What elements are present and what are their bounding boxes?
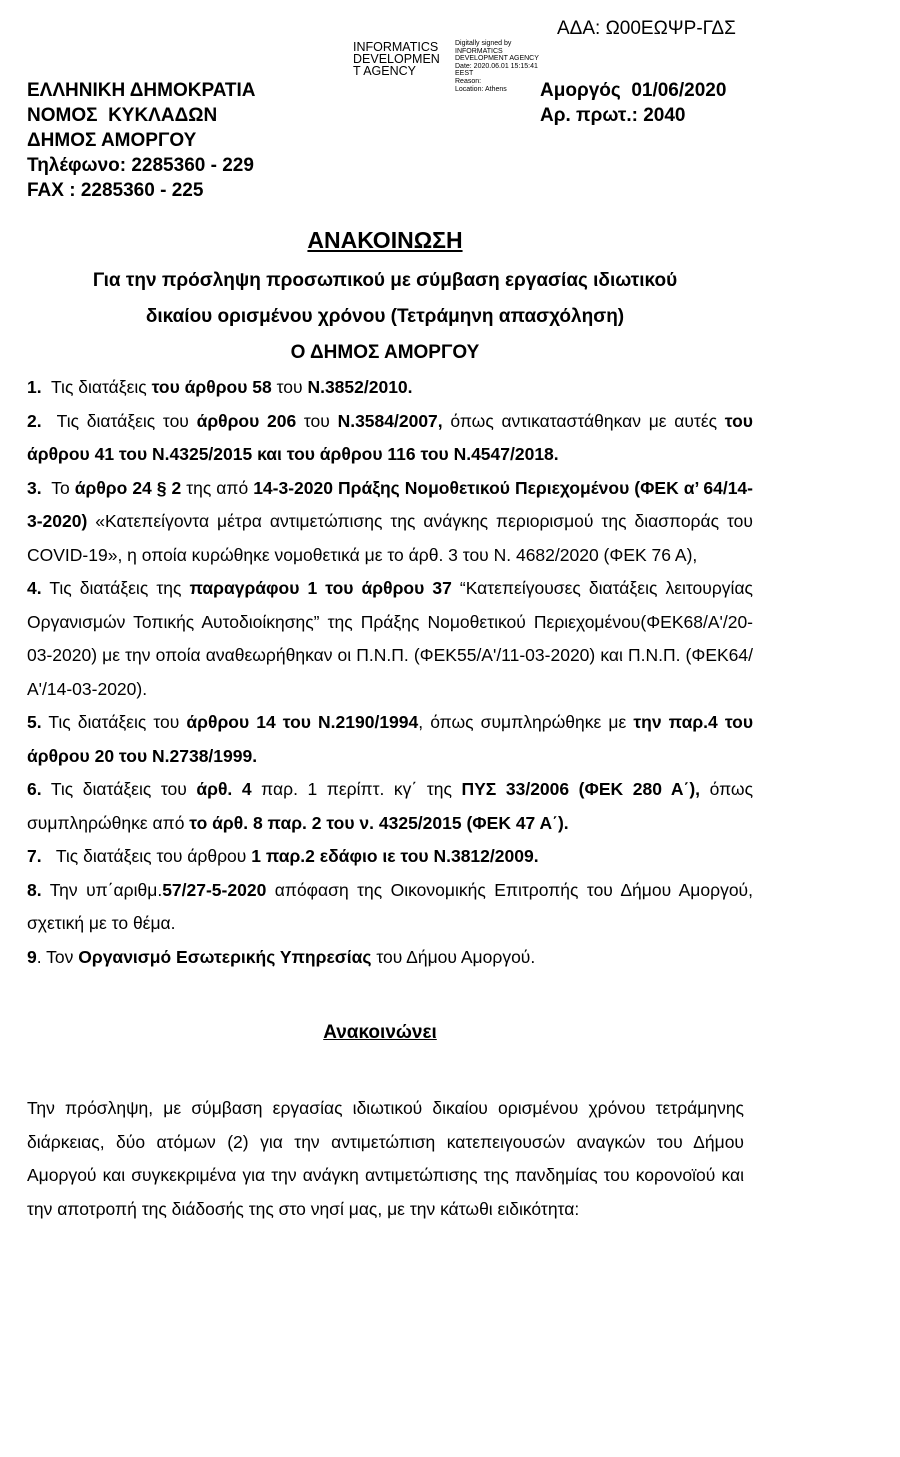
legal-basis-text: 4.: [27, 578, 42, 598]
issuer-phone: Τηλέφωνο: 2285360 - 229: [27, 155, 254, 176]
legal-basis-text: 9: [27, 946, 37, 967]
legal-basis-text: όπως αντικαταστάθηκαν με αυτές: [442, 410, 725, 431]
legal-basis-text: Τις διατάξεις του: [41, 712, 187, 732]
legal-basis-text: Τις διατάξεις του: [41, 410, 197, 431]
legal-basis-text: ΠΥΣ 33/2006 (ΦΕΚ 280 Α΄),: [461, 779, 701, 799]
legal-basis-text: Τις διατάξεις του άρθρου: [41, 846, 252, 866]
signature-detail-line: Location: Athens: [455, 85, 507, 93]
legal-basis-text: του: [296, 410, 338, 431]
digital-signature-org: [353, 41, 440, 77]
digital-signature-details: [455, 40, 539, 93]
signature-detail-line: Date: 2020.06.01 15:15:41: [455, 62, 538, 70]
legal-basis-item: [27, 874, 758, 941]
signature-detail-line: Reason:: [455, 77, 482, 85]
legal-basis-text: άρθρο 24 § 2: [74, 477, 182, 498]
legal-basis-text: 1.: [27, 377, 42, 397]
place-date: Αμοργός 01/06/2020: [540, 80, 727, 101]
legal-basis-text: Το: [41, 477, 75, 498]
legal-basis-text: 3.: [27, 477, 42, 498]
legal-basis-text: 6.: [27, 779, 42, 799]
legal-basis-text: 8.: [27, 879, 42, 900]
legal-basis-item: [27, 472, 758, 573]
legal-basis-text: Τις διατάξεις της: [41, 578, 190, 598]
legal-basis-text: Τις διατάξεις του: [41, 779, 197, 799]
legal-basis-text: άρθ. 4: [196, 779, 252, 799]
issuer-country: ΕΛΛΗΝΙΚΗ ΔΗΜΟΚΡΑΤΙΑ: [27, 80, 256, 101]
issuer-fax: FAX : 2285360 - 225: [27, 180, 204, 201]
legal-basis-list: [27, 371, 758, 974]
legal-basis-text: του άρθρου 41 του Ν.4325/2015 και του άρθρου 116 του Ν.4547/2018.: [27, 410, 758, 464]
issuer-municipality: ΔΗΜΟΣ ΑΜΟΡΓΟΥ: [27, 130, 197, 151]
ada-code: ΑΔΑ: Ω00ΕΩΨΡ-ΓΔΣ: [557, 18, 736, 39]
document-subtitle: δικαίου ορισμένου χρόνου (Τετράμηνη απασχόληση): [145, 306, 625, 327]
legal-basis-text: 14-3-2020 Πράξης Νομοθετικού Περιεχομένου (ΦΕΚ α’ 64/14-3-2020): [27, 477, 753, 531]
signature-detail-line: Digitally signed by: [455, 40, 512, 47]
signature-detail-line: DEVELOPMENT AGENCY: [455, 55, 539, 63]
legal-basis-text: 2.: [27, 410, 42, 431]
signature-detail-line: EEST: [455, 70, 474, 78]
document-title: ΑΝΑΚΟΙΝΩΣΗ: [307, 227, 463, 253]
legal-basis-text: «Κατεπείγοντα μέτρα αντιμετώπισης της ανάγκης περιορισμού της διασποράς του COVID-19», η οποία κυρώθηκε νομοθετικά με το άρθ. 3 του Ν. 4682/2020 (ΦΕΚ 76 Α),: [27, 511, 758, 565]
legal-basis-text: άρθρου 14 του Ν.2190/1994: [186, 712, 419, 732]
legal-basis-item: [27, 840, 753, 874]
legal-basis-text: του: [271, 377, 308, 397]
legal-basis-text: απόφαση της Οικονομικής Επιτροπής του Δήμου Αμοργού, σχετική με το θέμα.: [27, 879, 758, 933]
legal-basis-text: “Κατεπείγουσες διατάξεις λειτουργίας Οργανισμών Τοπικής Αυτοδιοίκησης” της Πράξης Νομοθετικού Περιεχομένου(ΦΕΚ68/Α'/20-03-2020) με την οποία αναθεωρήθηκαν οι Π.Ν.Π. (ΦΕΚ55/Α'/11-03-2020) και Π.Ν.Π. (ΦΕΚ64/Α'/14-03-2020).: [27, 578, 758, 699]
date-protocol-block: [540, 78, 726, 128]
legal-basis-text: την παρ.4 του άρθρου 20 του Ν.2738/1999.: [27, 712, 758, 766]
legal-basis-text: του άρθρου 58: [151, 377, 272, 397]
document-subtitle: Για την πρόσληψη προσωπικού με σύμβαση εργασίας ιδιωτικού: [92, 270, 678, 291]
legal-basis-text: Την υπ΄αριθμ.: [41, 879, 163, 900]
legal-basis-text: της από: [181, 477, 254, 498]
legal-basis-text: όπως συμπληρώθηκε από: [27, 779, 758, 833]
signature-org-line: T AGENCY: [353, 64, 416, 78]
legal-basis-text: 5.: [27, 712, 42, 732]
legal-basis-item: [27, 773, 758, 840]
legal-basis-text: του Δήμου Αμοργού.: [371, 946, 536, 967]
legal-basis-text: άρθρου 206: [196, 410, 297, 431]
legal-basis-text: 57/27-5-2020: [162, 879, 267, 900]
legal-basis-item: [27, 371, 753, 405]
closing-paragraph: Την πρόσληψη, με σύμβαση εργασίας ιδιωτικού δικαίου ορισμένου χρόνου τετράμηνης διάρκειας, δύο ατόμων (2) για την αντιμετώπιση κατεπειγουσών αναγκών του Δήμου Αμοργού και συγκεκριμένα για την ανάγκη αντιμετώπισης της πανδημίας του κορονοϊού και την αποτροπή της διάδοσής της στο νησί μας, με την κάτωθι ειδικότητα:: [27, 1098, 744, 1219]
legal-basis-item: [27, 706, 758, 773]
legal-basis-text: Ν.3584/2007,: [337, 410, 443, 431]
legal-basis-text: 1 παρ.2 εδάφιο ιε του Ν.3812/2009.: [251, 846, 539, 866]
legal-basis-text: Τις διατάξεις: [41, 377, 152, 397]
signature-org-line: INFORMATICS: [353, 40, 439, 54]
legal-basis-item: [27, 572, 758, 706]
legal-basis-text: , όπως συμπληρώθηκε με: [418, 712, 634, 732]
legal-basis-text: το άρθ. 8 παρ. 2 του ν. 4325/2015 (ΦΕΚ 47 Α΄).: [189, 812, 569, 833]
legal-basis-text: παραγράφου 1 του άρθρου 37: [189, 578, 452, 598]
issuer-block: [27, 78, 255, 203]
legal-basis-text: παρ. 1 περίπτ. κγ΄ της: [251, 779, 462, 799]
signature-detail-line: INFORMATICS: [455, 47, 503, 55]
announce-heading: Ανακοινώνει: [323, 1022, 437, 1043]
protocol-number: Αρ. πρωτ.: 2040: [540, 105, 686, 126]
legal-basis-item: [27, 405, 758, 472]
municipality-heading: Ο ΔΗΜΟΣ ΑΜΟΡΓΟΥ: [290, 342, 480, 363]
legal-basis-text: Ν.3852/2010.: [307, 377, 413, 397]
legal-basis-item: [27, 941, 753, 975]
legal-basis-text: . Τον: [36, 946, 79, 967]
legal-basis-text: 7.: [27, 846, 42, 866]
signature-org-line: DEVELOPMEN: [353, 52, 440, 66]
issuer-prefecture: ΝΟΜΟΣ ΚΥΚΛΑΔΩΝ: [27, 105, 218, 126]
legal-basis-text: Οργανισμό Εσωτερικής Υπηρεσίας: [78, 946, 372, 967]
